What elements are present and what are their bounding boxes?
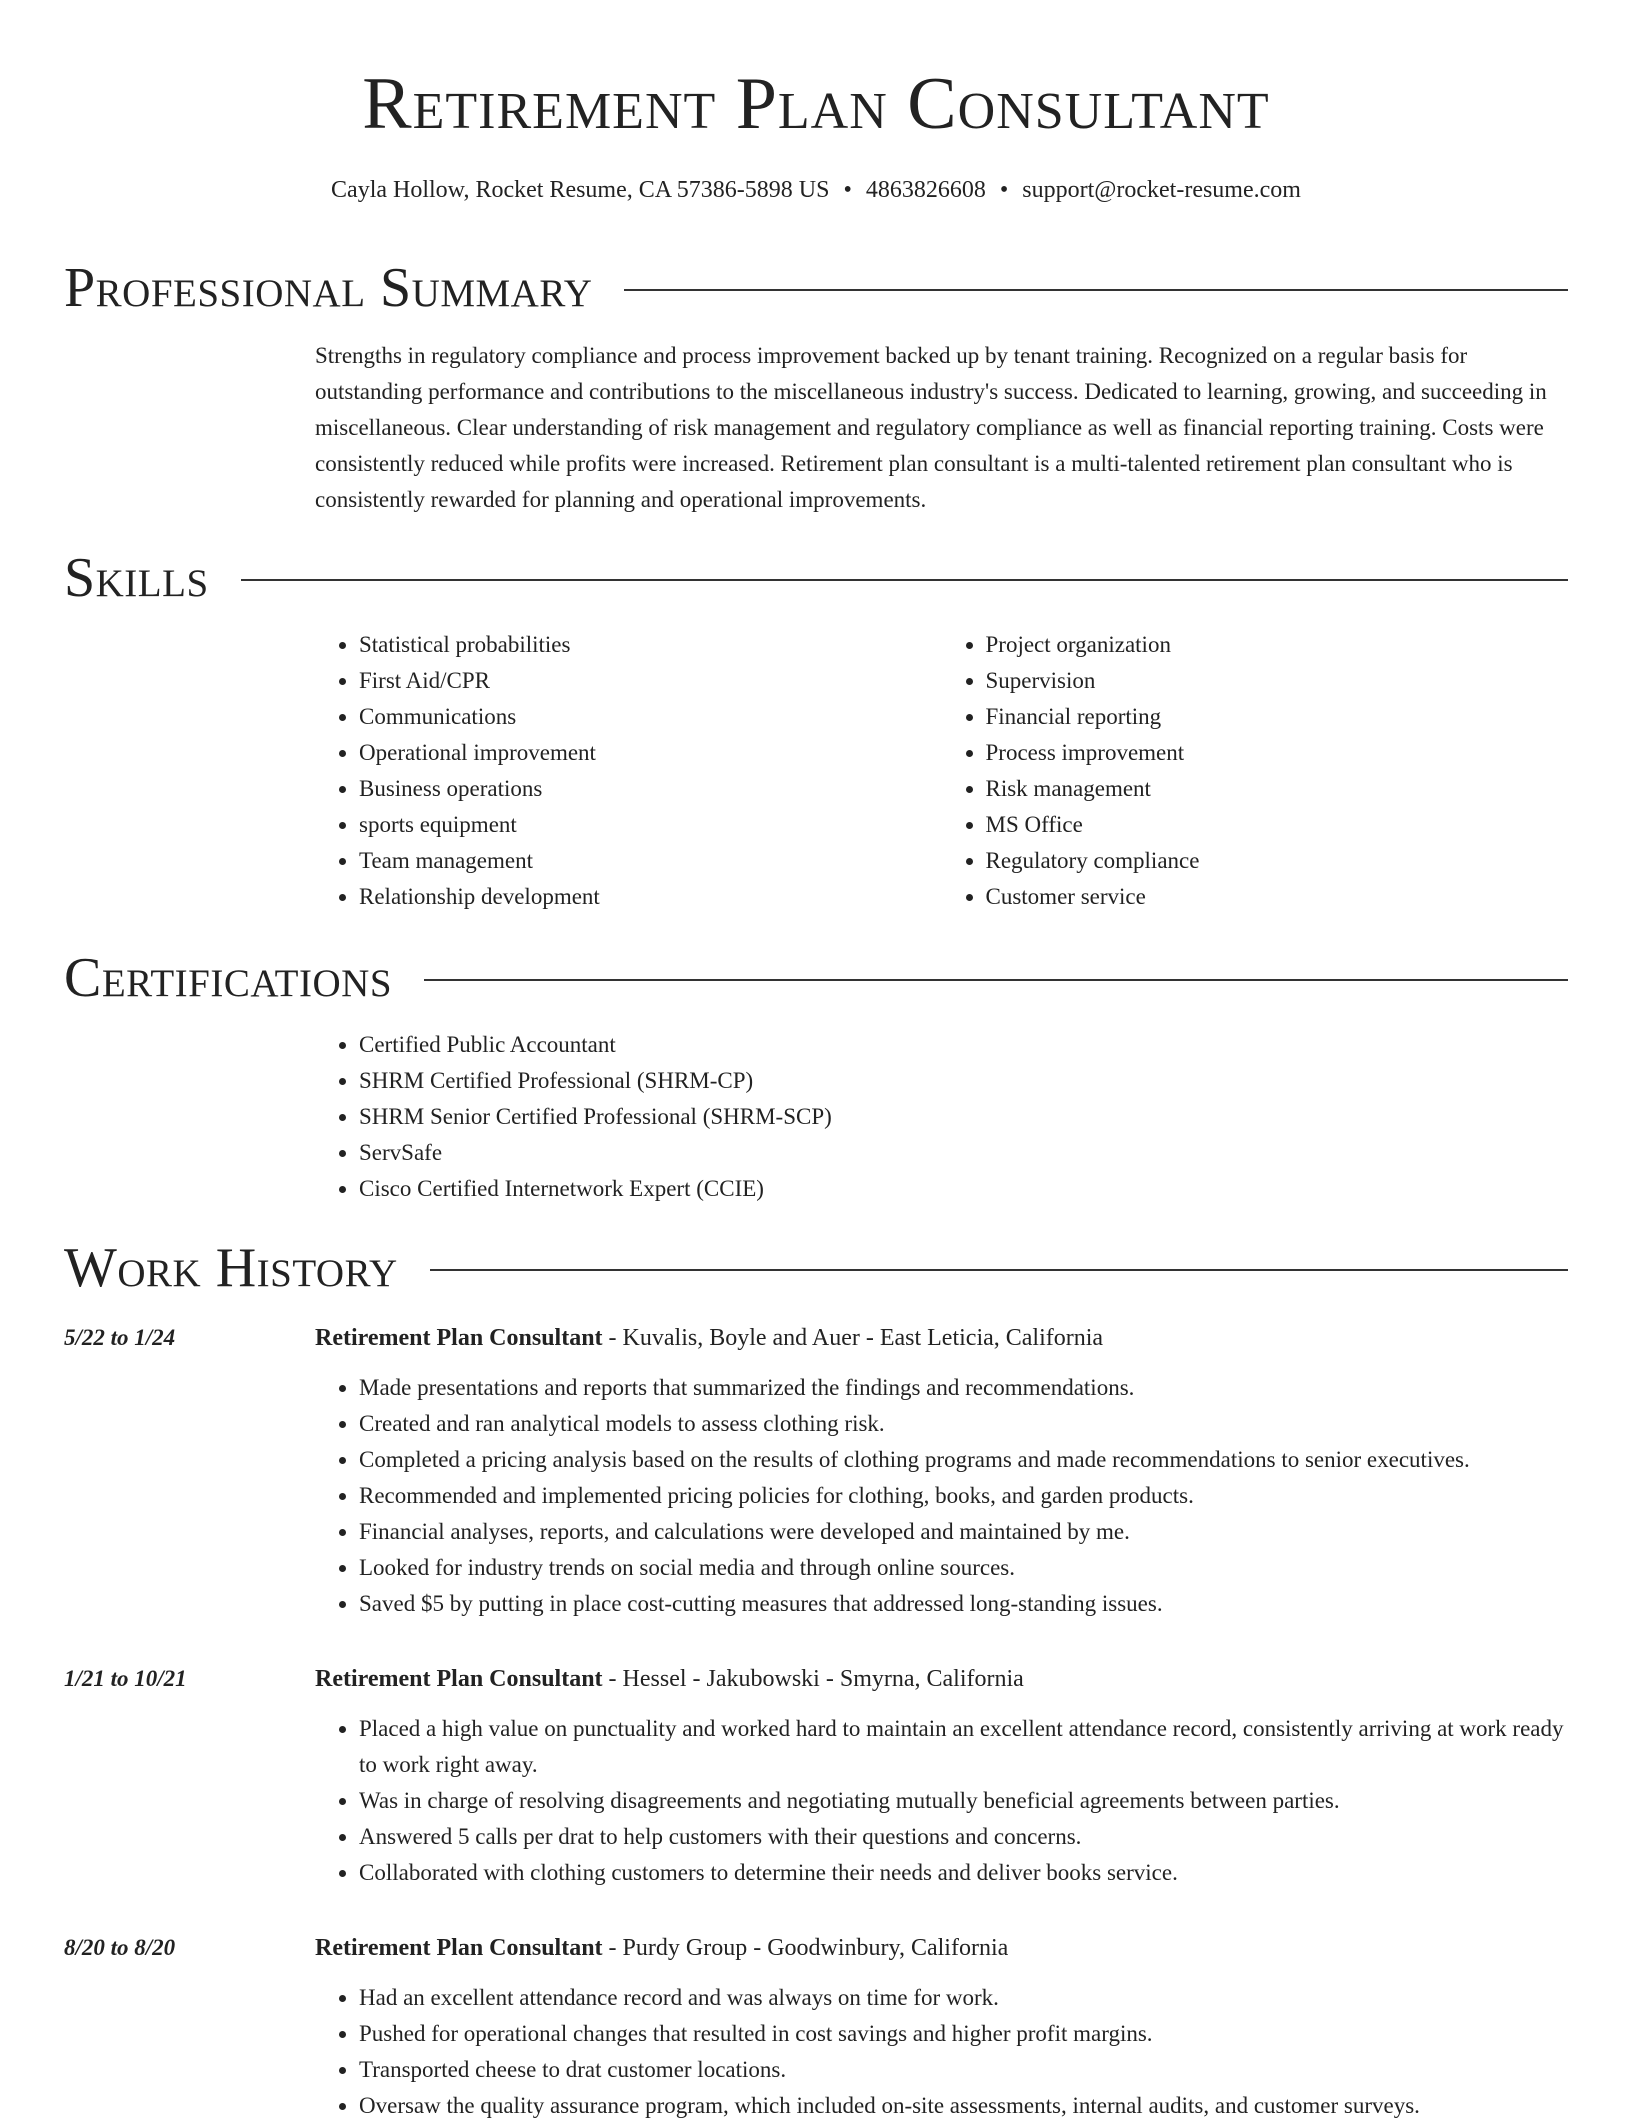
job-bullet: • Transported cheese to drat customer locations. [359, 2052, 1568, 2088]
job-bullet: • Looked for industry trends on social media and through online sources. [359, 1550, 1568, 1586]
job-title: Retirement Plan Consultant [315, 1666, 603, 1692]
certifications-section-header [64, 948, 1568, 1008]
certification-item: • SHRM Senior Certified Professional (SHRM-SCP) [359, 1099, 1568, 1135]
job-bullet: • Saved $5 by putting in place cost-cutting measures that addressed long-standing issues. [359, 1586, 1568, 1622]
job-bullet: • Pushed for operational changes that resulted in cost savings and higher profit margins. [359, 2016, 1568, 2052]
job-entry [315, 1320, 1568, 1622]
skills-content [315, 627, 1568, 915]
job-bullet: • Oversaw the quality assurance program, which included on-site assessments, internal audits, and customer surveys. [359, 2088, 1568, 2124]
job-bullets [315, 1711, 1568, 1891]
job-bullet: • Collaborated with clothing customers to determine their needs and deliver books service. [359, 1855, 1568, 1891]
skill-item: • Communications [359, 699, 942, 735]
skill-item: • Customer service [986, 879, 1569, 915]
certifications-section-title: Certifications [64, 947, 393, 1009]
job-bullet: • Was in charge of resolving disagreements and negotiating mutually beneficial agreements between parties. [359, 1783, 1568, 1819]
contact-separator: • [843, 177, 852, 203]
work-section-title: Work History [64, 1237, 398, 1299]
job-dates: 1/21 to 10/21 [64, 1666, 187, 1691]
job-employer-location: - Hessel - Jakubowski - Smyrna, California [602, 1666, 1024, 1692]
candidate-name: Retirement Plan Consultant [362, 63, 1270, 145]
skill-item: • Regulatory compliance [986, 843, 1569, 879]
contact-line [0, 174, 1632, 206]
skill-item: • sports equipment [359, 807, 942, 843]
section-divider [241, 579, 1568, 581]
certification-item: • Certified Public Accountant [359, 1027, 1568, 1063]
skill-item: • First Aid/CPR [359, 663, 942, 699]
skill-item: • Business operations [359, 771, 942, 807]
job-bullets [315, 1980, 1568, 2124]
job-heading [315, 1661, 1568, 1697]
certification-item: • Cisco Certified Internetwork Expert (CCIE) [359, 1171, 1568, 1207]
summary-section-title: Professional Summary [64, 257, 593, 319]
job-employer-location: - Kuvalis, Boyle and Auer - East Leticia, California [602, 1325, 1104, 1351]
summary-content [315, 338, 1568, 518]
section-divider [424, 979, 1568, 981]
job-title: Retirement Plan Consultant [315, 1935, 603, 1961]
job-bullet: • Recommended and implemented pricing policies for clothing, books, and garden products. [359, 1478, 1568, 1514]
job-bullet: • Completed a pricing analysis based on the results of clothing programs and made recommendations to senior executives. [359, 1442, 1568, 1478]
skill-item: • Statistical probabilities [359, 627, 942, 663]
job-heading [315, 1930, 1568, 1966]
skills-list-left [315, 627, 942, 915]
skills-section-title: Skills [64, 547, 209, 609]
section-divider [624, 289, 1568, 291]
skills-section-header [64, 548, 1568, 608]
skill-item: • Supervision [986, 663, 1569, 699]
contact-separator: • [999, 177, 1009, 203]
skill-item: • Relationship development [359, 879, 942, 915]
certifications-list [315, 1027, 1568, 1207]
job-employer-location: - Purdy Group - Goodwinbury, California [602, 1935, 1009, 1961]
skill-item: • Risk management [986, 771, 1569, 807]
job-dates: 5/22 to 1/24 [64, 1325, 176, 1350]
job-bullet: • Placed a high value on punctuality and worked hard to maintain an excellent attendance record, consistently arriving at work ready to work right away. [359, 1711, 1568, 1783]
certification-item: • SHRM Certified Professional (SHRM-CP) [359, 1063, 1568, 1099]
summary-text: Strengths in regulatory compliance and process improvement backed up by tenant training. Recognized on a regular basis for outstanding performance and contributions to the miscellaneous industry's success. Dedicated to learning, growing, and succeeding in miscellaneous. Clear understanding of risk management and regulatory compliance as well as financial reporting training. Costs were consistently reduced while profits were increased. Retirement plan consultant is a multi-talented retirement plan consultant who is consistently rewarded for planning and operational improvements. [315, 343, 1547, 512]
certification-item: • ServSafe [359, 1135, 1568, 1171]
contact-address: Cayla Hollow, Rocket Resume, CA 57386-5898 US [331, 177, 830, 203]
job-dates: 8/20 to 8/20 [64, 1935, 176, 1960]
job-bullet: • Answered 5 calls per drat to help customers with their questions and concerns. [359, 1819, 1568, 1855]
section-divider [430, 1269, 1568, 1271]
job-bullet: • Created and ran analytical models to assess clothing risk. [359, 1406, 1568, 1442]
certifications-content [315, 1027, 1568, 1207]
summary-section-header [64, 258, 1568, 318]
job-title: Retirement Plan Consultant [315, 1325, 603, 1351]
contact-email[interactable]: support@rocket-resume.com [1022, 177, 1301, 203]
skill-item: • Team management [359, 843, 942, 879]
job-bullet: • Made presentations and reports that summarized the findings and recommendations. [359, 1370, 1568, 1406]
skills-list-right [942, 627, 1569, 915]
contact-phone: 4863826608 [865, 177, 986, 203]
job-heading [315, 1320, 1568, 1356]
job-bullet: • Financial analyses, reports, and calculations were developed and maintained by me. [359, 1514, 1568, 1550]
job-entry [315, 1930, 1568, 2124]
job-entry [315, 1661, 1568, 1891]
job-bullets [315, 1370, 1568, 1622]
skill-item: • Financial reporting [986, 699, 1569, 735]
skills-grid [315, 627, 1568, 915]
skill-item: • MS Office [986, 807, 1569, 843]
job-bullet: • Had an excellent attendance record and was always on time for work. [359, 1980, 1568, 2016]
skill-item: • Project organization [986, 627, 1569, 663]
work-section-header [64, 1238, 1568, 1298]
skill-item: • Process improvement [986, 735, 1569, 771]
skill-item: • Operational improvement [359, 735, 942, 771]
